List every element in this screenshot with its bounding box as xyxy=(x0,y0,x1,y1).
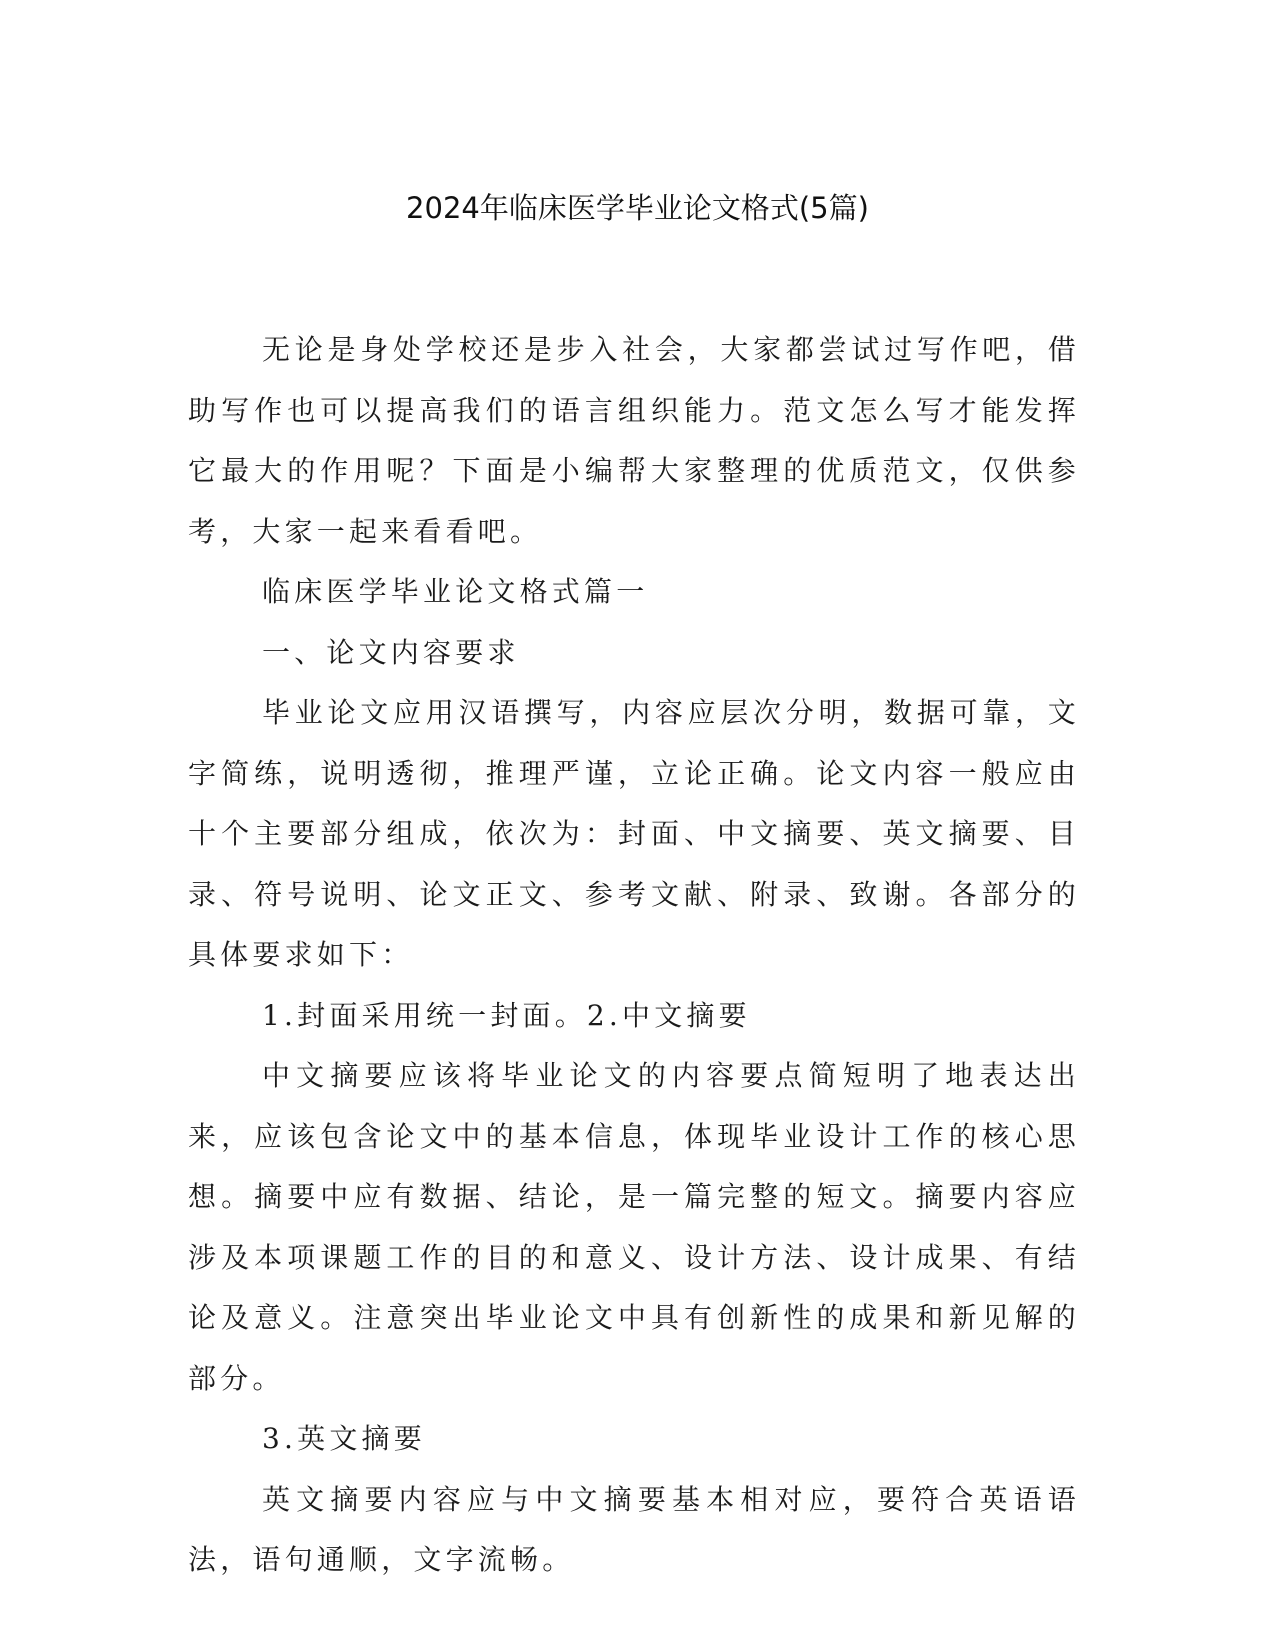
document-title: 2024年临床医学毕业论文格式(5篇) xyxy=(406,191,869,225)
section-heading: 临床医学毕业论文格式篇一 xyxy=(262,575,649,608)
cover-abstract-item: 1.封面采用统一封面。2.中文摘要 xyxy=(262,998,751,1032)
english-abstract-paragraph: 英文摘要内容应与中文摘要基本相对应，要符合英语语法，语句通顺，文字流畅。 xyxy=(188,1482,1080,1576)
subsection-heading: 一、论文内容要求 xyxy=(262,635,520,669)
content-requirements-paragraph: 毕业论文应用汉语撰写，内容应层次分明，数据可靠，文字简练，说明透彻，推理严谨，立论正确。论文内容一般应由十个主要部分组成，依次为：封面、中文摘要、英文摘要、目录、符号说明、论文正文、参考文献、附录、致谢。各部分的具体要求如下： xyxy=(188,696,1080,971)
english-abstract-item: 3.英文摘要 xyxy=(262,1422,426,1455)
intro-paragraph: 无论是身处学校还是步入社会，大家都尝试过写作吧，借助写作也可以提高我们的语言组织能力。范文怎么写才能发挥它最大的作用呢？下面是小编帮大家整理的优质范文，仅供参考，大家一起来看看吧。 xyxy=(188,333,1080,548)
chinese-abstract-paragraph: 中文摘要应该将毕业论文的内容要点简短明了地表达出来，应该包含论文中的基本信息，体现毕业设计工作的核心思想。摘要中应有数据、结论，是一篇完整的短文。摘要内容应涉及本项课题工作的目的和意义、设计方法、设计成果、有结论及意义。注意突出毕业论文中具有创新性的成果和新见解的部分。 xyxy=(188,1059,1080,1395)
document-body xyxy=(188,320,1080,1591)
